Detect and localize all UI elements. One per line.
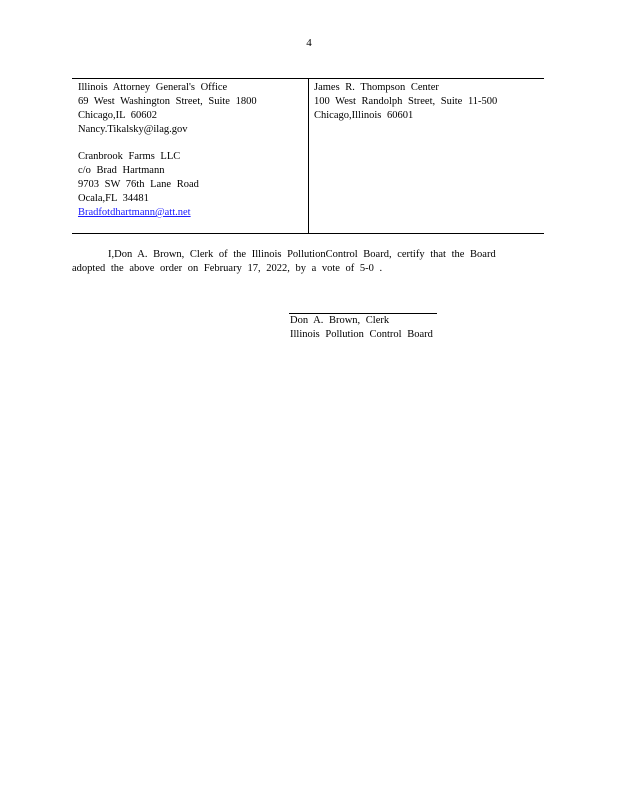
column-divider (308, 79, 309, 233)
party-name: Illinois Attorney General's Office (78, 82, 228, 93)
party-email-link[interactable]: Bradfotdhartmann@att.net (78, 207, 191, 218)
service-list-table (72, 78, 544, 234)
certification-line: I,Don A. Brown, Clerk of the Illinois PollutionControl Board, certify that the Board (108, 249, 496, 260)
certification-line: adopted the above order on February 17, 2022, by a vote of 5-0 . (72, 263, 383, 274)
clerk-certification (72, 248, 512, 276)
party-city-state-zip: Ocala,FL 34481 (78, 193, 149, 204)
party-name: James R. Thompson Center (314, 82, 439, 93)
service-list-left-column (78, 81, 304, 220)
party-city-state-zip: Chicago,IL 60602 (78, 110, 158, 121)
party-email: Nancy.Tikalsky@ilag.gov (78, 124, 188, 135)
page-number: 4 (306, 37, 312, 49)
party-name: Cranbrook Farms LLC (78, 151, 181, 162)
party-street-address: 100 West Randolph Street, Suite 11-500 (314, 96, 498, 107)
party-care-of: c/o Brad Hartmann (78, 165, 165, 176)
signer-name-title: Don A. Brown, Clerk (290, 315, 390, 326)
party-street-address: 69 West Washington Street, Suite 1800 (78, 96, 257, 107)
signature-block (290, 314, 433, 342)
party-city-state-zip: Chicago,Illinois 60601 (314, 110, 414, 121)
party-street-address: 9703 SW 76th Lane Road (78, 179, 199, 190)
signer-organization: Illinois Pollution Control Board (290, 329, 433, 340)
service-list-right-column (314, 81, 540, 123)
